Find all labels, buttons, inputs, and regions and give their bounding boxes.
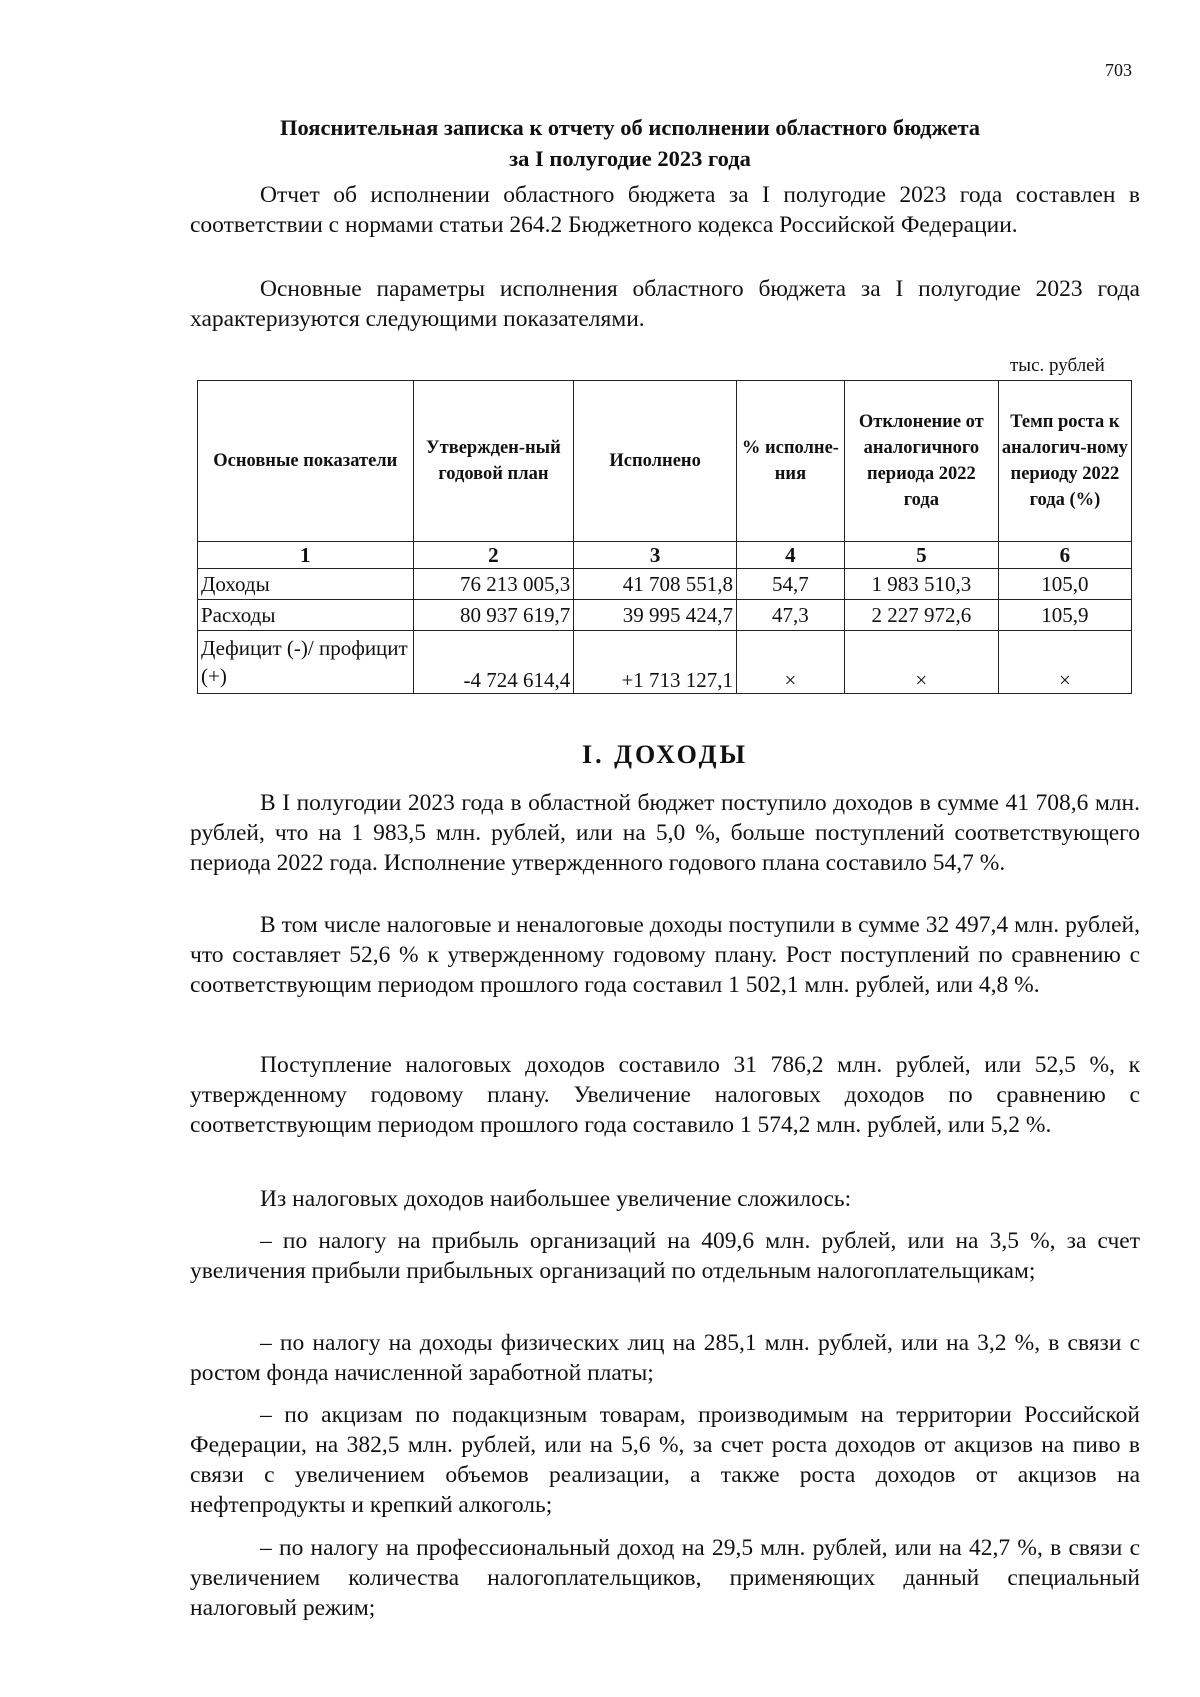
row-executed: 41 708 551,8 bbox=[574, 569, 737, 600]
header-indicators: Основные показатели bbox=[198, 381, 414, 542]
header-execution-percent: % исполне-ния bbox=[737, 381, 845, 542]
row-plan: -4 724 614,4 bbox=[413, 631, 574, 694]
table-row bbox=[198, 631, 1132, 694]
header-growth-rate: Темп роста к аналогич-ному периоду 2022 года (%) bbox=[998, 381, 1131, 542]
header-executed: Исполнено bbox=[574, 381, 737, 542]
title-line-2: за I полугодие 2023 года bbox=[509, 146, 751, 171]
intro-paragraph-1: Отчет об исполнении областного бюджета за I полугодие 2023 года составлен в соответствии с нормами статьи 264.2 Бюджетного кодекса Российской Федерации. bbox=[190, 182, 1140, 238]
table-row bbox=[198, 600, 1132, 631]
body-paragraph-3: Поступление налоговых доходов составило 31 786,2 млн. рублей, или 52,5 %, к утвержденному годовому плану. Увеличение налоговых доходов по сравнению с соответствующим периодом прошлого года составило 1 574,2 млн. рублей, или 5,2 %. bbox=[190, 1052, 1140, 1138]
column-number: 5 bbox=[844, 542, 998, 569]
row-deviation: 2 227 972,6 bbox=[844, 600, 998, 631]
table-row bbox=[198, 569, 1132, 600]
body-paragraph-8: – по налогу на профессиональный доход на 29,5 млн. рублей, или на 42,7 %, в связи с увеличением количества налогоплательщиков, применяющих данный специальный налоговый режим; bbox=[190, 1535, 1140, 1621]
row-plan: 76 213 005,3 bbox=[413, 569, 574, 600]
title-line-1: Пояснительная записка к отчету об исполнении областного бюджета bbox=[279, 115, 981, 140]
row-name: Доходы bbox=[198, 569, 414, 600]
row-growth: × bbox=[998, 631, 1131, 694]
row-name: Дефицит (-)/ профицит (+) bbox=[198, 631, 414, 694]
body-paragraph-5: – по налогу на прибыль организаций на 409,6 млн. рублей, или на 3,5 %, за счет увеличения прибыли прибыльных организаций по отдельным налогоплательщикам; bbox=[190, 1228, 1140, 1284]
body-paragraph-7: – по акцизам по подакцизным товарам, производимым на территории Российской Федерации, на 382,5 млн. рублей, или на 5,6 %, за счет роста доходов от акцизов на пиво в связи с увеличением объемов реализации, а также роста доходов от акцизов на нефтепродукты и крепкий алкоголь; bbox=[190, 1402, 1140, 1518]
row-deviation: × bbox=[844, 631, 998, 694]
budget-summary-table bbox=[197, 380, 1132, 694]
body-paragraph-2: В том числе налоговые и неналоговые доходы поступили в сумме 32 497,4 млн. рублей, что составляет 52,6 % к утвержденному годовому плану. Рост поступлений по сравнению с соответствующим периодом прошлого года составил 1 502,1 млн. рублей, или 4,8 %. bbox=[190, 912, 1140, 998]
row-growth: 105,0 bbox=[998, 569, 1131, 600]
column-number: 4 bbox=[737, 542, 845, 569]
row-growth: 105,9 bbox=[998, 600, 1131, 631]
body-paragraph-1: В I полугодии 2023 года в областной бюджет поступило доходов в сумме 41 708,6 млн. рублей, что на 1 983,5 млн. рублей, или на 5,0 %, больше поступлений соответствующего периода 2022 года. Исполнение утвержденного годового плана составило 54,7 %. bbox=[190, 790, 1140, 876]
column-number: 2 bbox=[413, 542, 574, 569]
column-number: 1 bbox=[198, 542, 414, 569]
column-number: 6 bbox=[998, 542, 1131, 569]
row-percent: × bbox=[737, 631, 845, 694]
table-header-row bbox=[198, 381, 1132, 542]
row-name: Расходы bbox=[198, 600, 414, 631]
section-heading: I. ДОХОДЫ bbox=[581, 740, 748, 769]
row-percent: 54,7 bbox=[737, 569, 845, 600]
document-title bbox=[190, 112, 1070, 174]
body-paragraph-6: – по налогу на доходы физических лиц на 285,1 млн. рублей, или на 3,2 %, в связи с ростом фонда начисленной заработной платы; bbox=[190, 1330, 1140, 1386]
row-executed: +1 713 127,1 bbox=[574, 631, 737, 694]
table-unit-label: тыс. рублей bbox=[1010, 355, 1105, 376]
page-number: 703 bbox=[1105, 60, 1132, 80]
column-number: 3 bbox=[574, 542, 737, 569]
row-deviation: 1 983 510,3 bbox=[844, 569, 998, 600]
row-percent: 47,3 bbox=[737, 600, 845, 631]
row-plan: 80 937 619,7 bbox=[413, 600, 574, 631]
body-paragraph-4: Из налоговых доходов наибольшее увеличение сложилось: bbox=[260, 1186, 852, 1212]
column-number-row bbox=[198, 542, 1132, 569]
row-executed: 39 995 424,7 bbox=[574, 600, 737, 631]
intro-paragraph-2: Основные параметры исполнения областного бюджета за I полугодие 2023 года характеризуются следующими показателями. bbox=[190, 276, 1140, 332]
header-annual-plan: Утвержден-ный годовой план bbox=[413, 381, 574, 542]
header-deviation: Отклонение от аналогичного периода 2022 года bbox=[844, 381, 998, 542]
